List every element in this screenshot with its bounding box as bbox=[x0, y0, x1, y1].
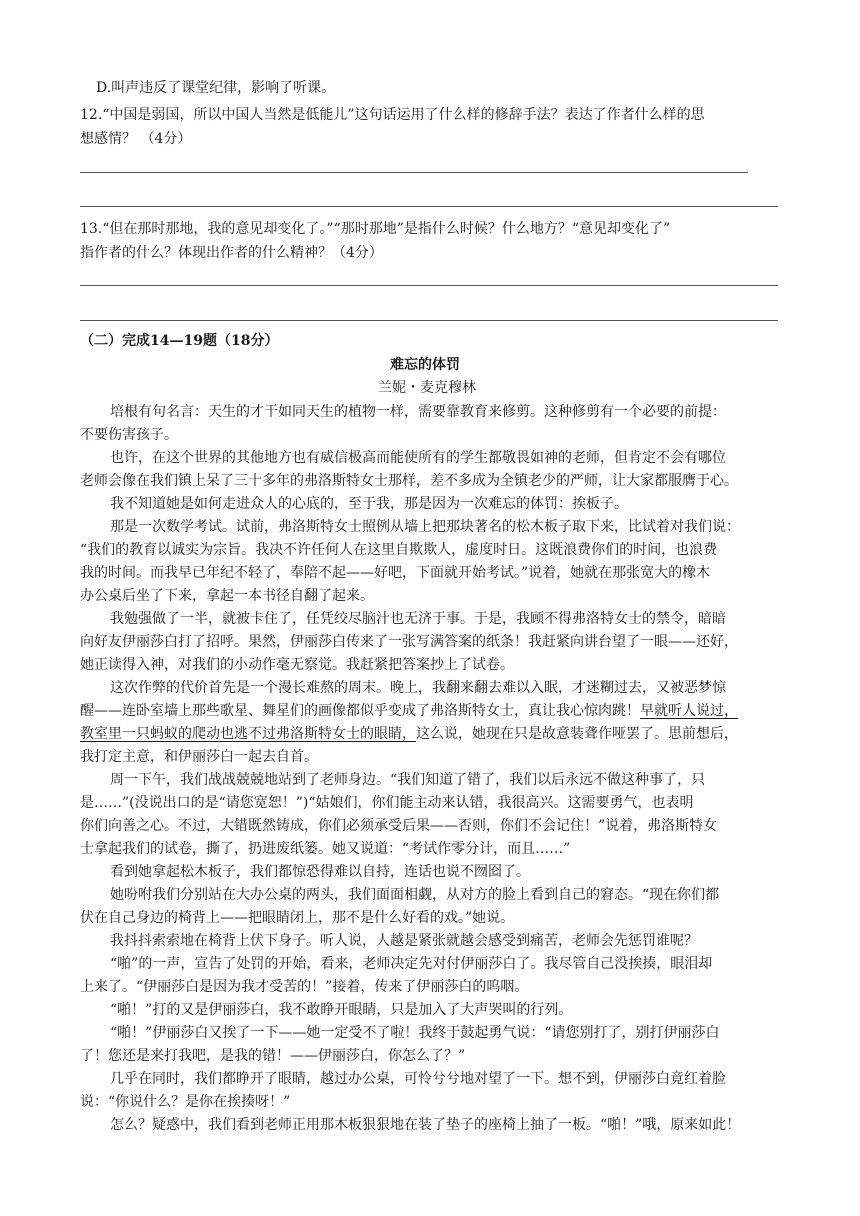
passage-text: 醒——连卧室墙上那些歌星、舞星们的画像都似乎变成了弗洛斯特女士，真让我心惊肉跳！ bbox=[80, 703, 640, 719]
q13-prompt-line2: 指作者的什么？体现出作者的什么精神？（4分） bbox=[80, 245, 383, 261]
passage-line: 几乎在同时，我们都睁开了眼睛，越过办公桌，可怜兮兮地对望了一下。想不到，伊丽莎白竟红着脸 bbox=[110, 1071, 726, 1087]
passage-line: 上来了。“伊丽莎白是因为我才受苦的！”接着，传来了伊丽莎白的呜咽。 bbox=[80, 979, 529, 995]
q13-answer-line-1[interactable] bbox=[80, 285, 778, 286]
passage-line bbox=[80, 724, 738, 744]
passage-text: 这么说，她现在只是故意装聋作哑罢了。思前想后， bbox=[416, 726, 738, 742]
passage-line: 培根有句名言：天生的才干如同天生的植物一样，需要靠教育来修剪。这种修剪有一个必要的前提： bbox=[110, 404, 726, 420]
passage-author: 兰妮・麦克穆林 bbox=[378, 380, 476, 396]
passage-line: 周一下午，我们战战兢兢地站到了老师身边。“我们知道了错了，我们以后永远不做这种事了，只 bbox=[110, 772, 706, 788]
passage-line: 也许，在这个世界的其他地方也有威信极高而能使所有的学生都敬畏如神的老师，但肯定不会有哪位 bbox=[110, 450, 726, 466]
q12-answer-line-1[interactable] bbox=[80, 172, 748, 173]
passage-line: “啪！”伊丽莎白又挨了一下——她一定受不了啦！我终于鼓起勇气说：“请您别打了，别打伊丽莎白 bbox=[110, 1025, 720, 1041]
q12-prompt-line1: 12.“中国是弱国，所以中国人当然是低能儿”这句话运用了什么样的修辞手法？表达了作者什么样的思 bbox=[80, 107, 705, 123]
passage-line: 我抖抖索索地在椅背上伏下身子。听人说，人越是紧张就越会感受到痛苦，老师会先惩罚谁呢？ bbox=[110, 933, 698, 949]
passage-line: 你们向善之心。不过，大错既然铸成，你们必须承受后果——否则，你们不会记住！”说着，弗洛斯特女 bbox=[80, 818, 718, 834]
passage-line: 是……”(没说出口的是“请您宽恕！”)“姑娘们，你们能主动来认错，我很高兴。这需要勇气，也表明 bbox=[80, 795, 694, 811]
passage-line: 办公桌后坐了下来，拿起一本书径自翻了起来。 bbox=[80, 588, 374, 604]
passage-line: 不要伤害孩子。 bbox=[80, 427, 178, 443]
q11-option-d: D.叫声违反了课堂纪律，影响了听课。 bbox=[96, 80, 336, 96]
passage-line: 看到她拿起松木板子，我们都惊恐得难以自持，连话也说不囫囵了。 bbox=[110, 864, 530, 880]
passage-line: “我们的教育以诚实为宗旨。我决不许任何人在这里自欺欺人，虚度时日。这既浪费你们的时间，也浪费 bbox=[80, 542, 718, 558]
passage-line: 怎么？疑惑中，我们看到老师正用那木板狠狠地在装了垫子的座椅上抽了一板。“啪！”哦，原来如此！ bbox=[110, 1117, 741, 1133]
passage-line: “啪！”打的又是伊丽莎白，我不敢睁开眼睛，只是加入了大声哭叫的行列。 bbox=[110, 1002, 573, 1018]
q13-answer-line-2[interactable] bbox=[80, 320, 778, 321]
passage-line bbox=[80, 701, 738, 721]
passage-line: 我打定主意，和伊丽莎白一起去自首。 bbox=[80, 749, 318, 765]
underlined-sentence: 教室里一只蚂蚁的爬动也逃不过弗洛斯特女士的眼睛， bbox=[80, 726, 416, 742]
passage-line: 我勉强做了一半，就被卡住了，任凭绞尽脑汁也无济于事。于是，我顾不得弗洛特女士的禁令，暗暗 bbox=[110, 611, 726, 627]
passage-line: “啪”的一声，宣告了处罚的开始，看来，老师决定先对付伊丽莎白了。我尽管自己没挨揍，眼泪却 bbox=[110, 956, 713, 972]
q12-answer-line-2[interactable] bbox=[80, 206, 778, 207]
passage-line: 说：“你说什么？是你在挨揍呀！” bbox=[80, 1094, 291, 1110]
underlined-sentence: 早就听人说过， bbox=[640, 703, 738, 719]
section-heading: （二）完成14—19题（18分） bbox=[80, 333, 279, 349]
passage-line: 她吩咐我们分别站在大办公桌的两头，我们面面相觑，从对方的脸上看到自己的窘态。“现在你们都 bbox=[110, 887, 720, 903]
passage-line: 向好友伊丽莎白打了招呼。果然，伊丽莎白传来了一张写满答案的纸条！我赶紧向讲台望了一眼——还好， bbox=[80, 634, 738, 650]
q12-prompt-line2: 想感情？ （4分） bbox=[80, 131, 192, 147]
q13-prompt-line1: 13.“但在那时那地，我的意见却变化了。”“那时那地”是指什么时候？什么地方？“意见却变化了” bbox=[80, 221, 671, 237]
passage-line: 她正读得入神，对我们的小动作毫无察觉。我赶紧把答案抄上了试卷。 bbox=[80, 657, 514, 673]
passage-line: 老师会像在我们镇上呆了三十多年的弗洛斯特女士那样，差不多成为全镇老少的严师，让大家都服膺于心。 bbox=[80, 473, 738, 489]
passage-line: 士拿起我们的试卷，撕了，扔进废纸篓。她又说道：“考试作零分计，而且……” bbox=[80, 841, 571, 857]
passage-line: 我的时间。而我早已年纪不轻了，奉陪不起——好吧，下面就开始考试。”说着，她就在那张宽大的橡木 bbox=[80, 565, 711, 581]
passage-title: 难忘的体罚 bbox=[390, 357, 460, 373]
passage-line: 我不知道她是如何走进众人的心底的，至于我，那是因为一次难忘的体罚：挨板子。 bbox=[110, 496, 628, 512]
passage-line: 这次作弊的代价首先是一个漫长难熬的周末。晚上，我翻来翻去难以入眠，才迷糊过去，又被恶梦惊 bbox=[110, 680, 726, 696]
passage-line: 那是一次数学考试。试前，弗洛斯特女士照例从墙上把那块著名的松木板子取下来，比试着对我们说： bbox=[110, 519, 740, 535]
passage-line: 了！您还是来打我吧，是我的错！——伊丽莎白，你怎么了？” bbox=[80, 1048, 466, 1064]
passage-line: 伏在自己身边的椅背上——把眼睛闭上，那不是什么好看的戏。”她说。 bbox=[80, 910, 515, 926]
